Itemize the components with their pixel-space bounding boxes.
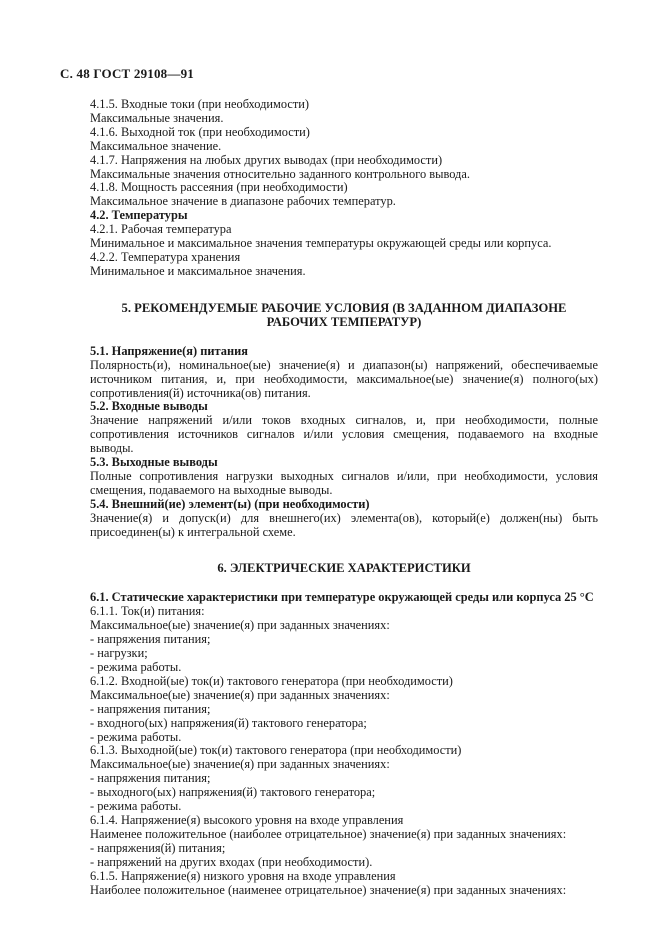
list-item: - режима работы. — [90, 660, 182, 674]
page-content — [90, 98, 598, 897]
text-line: 4.1.8. Мощность рассеяния (при необходимости) — [90, 180, 348, 195]
subsection-heading: 5.1. Напряжение(я) питания — [90, 343, 248, 358]
subsection-heading: 5.3. Выходные выводы — [90, 455, 218, 470]
paragraph: Значение напряжений и/или токов входных сигналов, и, при необходимости, полные сопротивления источников сигналов и/или условия смещения, подаваемого на входные выводы. — [90, 413, 598, 456]
text-line: Наименее положительное (наиболее отрицательное) значение(я) при заданных значениях: — [90, 826, 567, 841]
text-line: Минимальное и максимальное значения. — [90, 263, 306, 278]
list-item: - напряжения(й) питания; — [90, 840, 226, 855]
section-6-title: 6. ЭЛЕКТРИЧЕСКИЕ ХАРАКТЕРИСТИКИ — [217, 561, 471, 576]
list-item: - напряжения питания; — [90, 632, 211, 647]
section-title-line: РАБОЧИХ ТЕМПЕРАТУР) — [266, 314, 422, 329]
text-line: Максимальные значения. — [90, 110, 224, 125]
list-item: - напряжения питания; — [90, 701, 211, 716]
text-line: 6.1.2. Входной(ые) ток(и) тактового генератора (при необходимости) — [90, 673, 453, 688]
list-item: - режима работы. — [90, 729, 182, 744]
list-item: - входного(ых) напряжения(й) тактового генератора; — [90, 715, 367, 730]
subsection-heading: 4.2. Температуры — [90, 208, 188, 223]
paragraph: Значение(я) и допуск(и) для внешнего(их) элемента(ов), который(е) должен(ны) быть присоединен(ы) к интегральной схеме. — [90, 510, 598, 539]
list-item: - нагрузки; — [90, 646, 148, 661]
text-line: Наиболее положительное (наименее отрицательное) значение(я) при заданных значениях: — [90, 882, 567, 897]
list-item: - напряжения питания; — [90, 771, 211, 786]
list-item: - выходного(ых) напряжения(й) тактового генератора; — [90, 785, 376, 800]
text-line: 6.1.5. Напряжение(я) низкого уровня на входе управления — [90, 868, 396, 883]
text-line: Максимальное(ые) значение(я) при заданных значениях: — [90, 687, 390, 702]
section-title-line: 5. РЕКОМЕНДУЕМЫЕ РАБОЧИЕ УСЛОВИЯ (В ЗАДАННОМ ДИАПАЗОНЕ — [121, 300, 567, 315]
section-5-title — [90, 301, 598, 329]
text-line: Максимальное(ые) значение(я) при заданных значениях: — [90, 618, 390, 633]
page-header: С. 48 ГОСТ 29108—91 — [60, 66, 194, 81]
paragraph: Полярность(и), номинальное(ые) значение(я) и диапазон(ы) напряжений, обеспечиваемые источником питания, и, при необходимости, максимальное(ые) значение(я) полного(ых) сопротивления(й) источника(ов) питания. — [90, 357, 598, 400]
text-line: 4.1.5. Входные токи (при необходимости) — [90, 97, 310, 111]
paragraph: Полные сопротивления нагрузки выходных сигналов и/или, при необходимости, условия смещения, подаваемого на выходные выводы. — [90, 468, 598, 497]
subsection-heading: 6.1. Статические характеристики при температуре окружающей среды или корпуса 25 °С — [90, 590, 594, 605]
text-line: 6.1.1. Ток(и) питания: — [90, 604, 205, 619]
text-line: Максимальное значение в диапазоне рабочих температур. — [90, 194, 396, 209]
subsection-heading: 5.2. Входные выводы — [90, 399, 208, 414]
text-line: 6.1.4. Напряжение(я) высокого уровня на входе управления — [90, 812, 404, 827]
text-line: 6.1.3. Выходной(ые) ток(и) тактового генератора (при необходимости) — [90, 743, 462, 758]
text-line: 4.2.2. Температура хранения — [90, 249, 241, 264]
text-line: Минимальное и максимальное значения температуры окружающей среды или корпуса. — [90, 236, 552, 251]
text-line: 4.1.6. Выходной ток (при необходимости) — [90, 124, 310, 139]
text-line: 4.1.7. Напряжения на любых других выводах (при необходимости) — [90, 152, 443, 167]
text-line: Максимальные значения относительно заданного контрольного вывода. — [90, 166, 470, 181]
text-line: 4.2.1. Рабочая температура — [90, 222, 232, 237]
text-line: Максимальное значение. — [90, 138, 222, 153]
text-line: Максимальное(ые) значение(я) при заданных значениях: — [90, 757, 390, 772]
list-item: - режима работы. — [90, 799, 182, 814]
list-item: - напряжений на других входах (при необходимости). — [90, 854, 373, 869]
subsection-heading: 5.4. Внешний(ие) элемент(ы) (при необходимости) — [90, 496, 370, 511]
